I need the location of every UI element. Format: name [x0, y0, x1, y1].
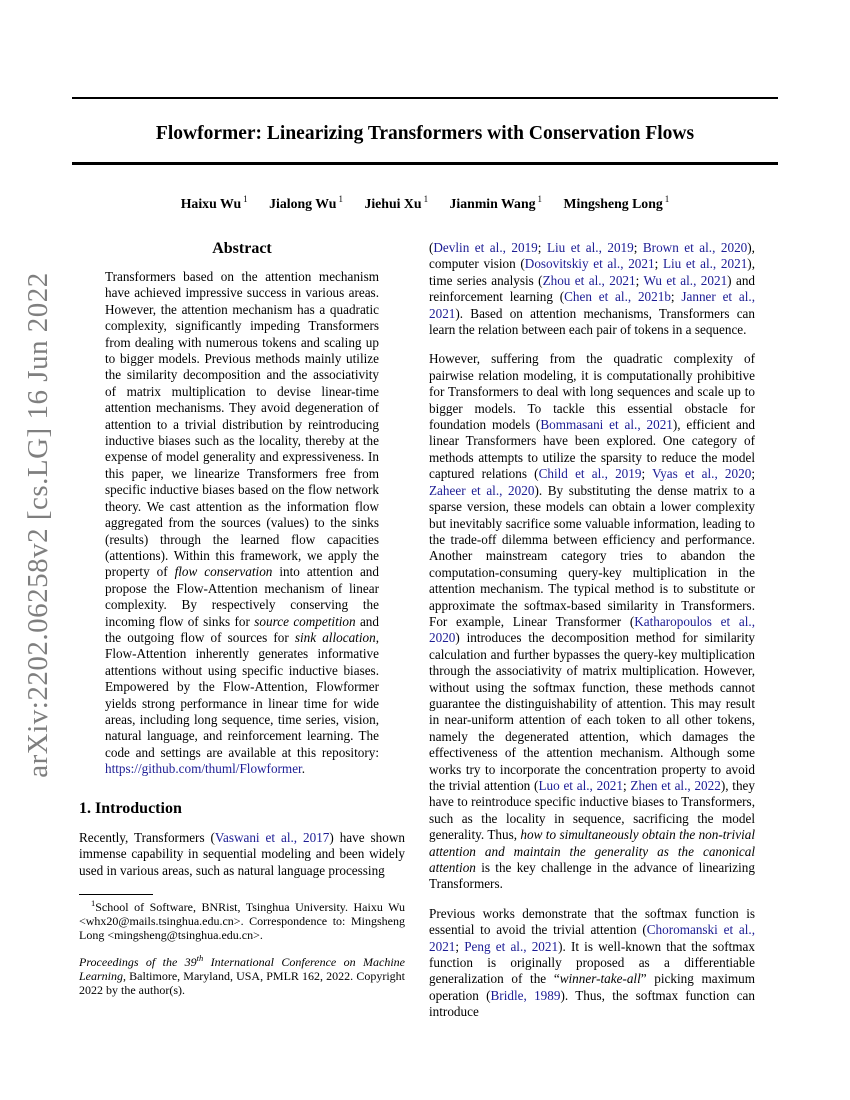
text-segment: ;: [633, 240, 643, 255]
text-segment: .: [301, 761, 306, 777]
text-segment: ) introduces the decomposition method for similarity calculation and further bypasses the query-key multiplication through the associativity of matrix multiplication. However, without using the softmax function, these methods cannot guarantee the distinguishability of attention. This may result in near-uniform attention of each token to all other tokens, namely the degenerated attention, which damages the effectiveness of the attention mechanism. Although some works try to incorporate the concentration property to avoid the trivial attention (: [429, 630, 755, 793]
arxiv-watermark: arXiv:2202.06258v2 [cs.LG] 16 Jun 2022: [22, 272, 54, 778]
text-segment: , Baltimore, Maryland, USA, PMLR 162, 2022. Copyright 2022 by the author(s).: [79, 968, 405, 998]
right-column: [429, 240, 755, 1021]
citation-link[interactable]: Chen et al., 2021b: [564, 289, 671, 305]
body-paragraph: [429, 906, 755, 1021]
section-heading-introduction: 1. Introduction: [79, 800, 182, 817]
text-segment: ). Based on attention mechanisms, Transformers can learn the relation between each pair of tokens in a sequence.: [429, 305, 755, 338]
author-affiliation-sup: 1: [664, 194, 670, 204]
text-segment: 1: [91, 898, 96, 908]
citation-link[interactable]: Zaheer et al., 2020: [429, 482, 535, 498]
abstract-heading: Abstract: [212, 240, 272, 257]
body-paragraph: [429, 351, 755, 892]
text-segment: (: [429, 240, 434, 255]
text-segment: However, suffering from the quadratic complexity of pairwise relation modeling, it is computationally prohibitive for Transformers to deal with long sequences and scale up to bigger models. To tackle this essential obstacle for foundation models (: [429, 351, 755, 433]
body-paragraph: [429, 240, 755, 338]
text-segment: Transformers based on the attention mechanism have achieved impressive success in various areas. However, the attention mechanism has a quadratic complexity, significantly impeding Transformers from dealing with numerous tokens and scaling up to bigger models. Previous methods mainly utilize the similarity decomposition and the associativity of matrix multiplication to devise linear-time attention mechanisms. They avoid degeneration of attention to a trivial distribution by reintroducing inductive biases such as the locality, thereby at the expense of model generality and expressiveness. In this paper, we linearize Transformers free from specific inductive biases based on the flow network theory. We cast attention as the information flow aggregated from the sources (values) to the sinks (results) through the learned flow capacities (attentions). Within this framework, we apply the property of: [105, 269, 379, 580]
affiliation-footnote: [79, 900, 405, 943]
text-segment: ). Thus, the softmax function can introduce: [429, 987, 755, 1020]
citation-link[interactable]: Child et al., 2019: [538, 466, 642, 482]
text-segment: International Conference on Machine Learning: [79, 954, 405, 983]
text-segment: Previous works demonstrate that the softmax function is essential to avoid the trivial attention (: [429, 905, 755, 938]
citation-link[interactable]: Wu et al., 2021: [643, 272, 728, 288]
text-segment: into attention and propose the Flow-Attention mechanism of linear complexity. By respectively conserving the incoming flow of sinks for: [105, 564, 379, 629]
citation-link[interactable]: Zhen et al., 2022: [630, 778, 721, 793]
text-segment: ) have shown immense capability in sequential modeling and been widely used in various areas, such as natural language processing: [79, 830, 405, 878]
text-segment: ), time series analysis (: [429, 256, 755, 288]
author-affiliation-sup: 1: [423, 194, 429, 204]
left-column: [79, 240, 405, 879]
author-affiliation-sup: 1: [243, 194, 248, 204]
author-name: Jianmin Wang $^1$: [449, 194, 543, 211]
author-list: [72, 194, 778, 212]
proceedings-notice: [79, 952, 405, 998]
text-segment: and the outgoing flow of sources for: [105, 613, 379, 645]
citation-link[interactable]: Zhou et al., 2021: [542, 272, 636, 288]
repository-url-link[interactable]: https://github.com/thuml/Flowformer: [105, 761, 302, 777]
text-segment: is the key challenge in the advance of linearizing Transformers.: [429, 860, 755, 892]
text-segment: ) and reinforcement learning (: [429, 272, 756, 305]
text-segment: ), efficient and linear Transformers have been explored. One category of methods attempts to utilize the sparsity to reduce the model captured relations (: [429, 417, 756, 482]
citation-link[interactable]: Dosovitskiy et al., 2021: [524, 256, 655, 272]
author-name: Jialong Wu $^1$: [269, 194, 343, 211]
citation-link[interactable]: Vyas et al., 2020: [652, 466, 752, 482]
text-segment: ” picking maximum operation (: [429, 971, 756, 1003]
text-segment: ), computer vision (: [429, 240, 755, 272]
text-segment: th: [196, 952, 204, 963]
text-segment: ;: [537, 240, 547, 255]
citation-link[interactable]: Liu et al., 2021: [662, 256, 748, 272]
footnote-block: [79, 894, 405, 997]
author-affiliation-sup: 1: [338, 194, 343, 204]
author-name: Jiehui Xu $^1$: [364, 194, 429, 211]
author-affiliation-sup: 1: [537, 194, 543, 204]
author-name: Haixu Wu $^1$: [180, 194, 248, 211]
text-segment: ;: [751, 466, 755, 482]
text-segment: ;: [455, 938, 465, 954]
text-segment: Proceedings of the 39: [79, 954, 197, 969]
citation-link[interactable]: Bommasani et al., 2021: [540, 417, 673, 433]
citation-link[interactable]: Peng et al., 2021: [464, 938, 559, 954]
citation-link[interactable]: Vaswani et al., 2017: [214, 830, 330, 845]
text-segment: ). It is well-known that the softmax function is originally proposed as a differentiable generalization of the “: [429, 938, 755, 987]
intro-paragraph: [79, 830, 405, 879]
citation-link[interactable]: Liu et al., 2019: [546, 240, 634, 255]
footnote-rule: [79, 894, 153, 895]
text-segment: ;: [635, 272, 644, 288]
title-rule: [72, 162, 778, 165]
citation-link[interactable]: Devlin et al., 2019: [433, 240, 538, 255]
text-segment: School of Software, BNRist, Tsinghua University. Haixu Wu <whx20@mails.tsinghua.edu.cn>. Correspondence to: Mingsheng Long <mingsheng@tsinghua.edu.cn>.: [79, 900, 405, 943]
citation-link[interactable]: Luo et al., 2021: [538, 778, 623, 793]
citation-link[interactable]: Choromanski et al., 2021: [429, 922, 755, 954]
text-segment: sink allocation: [294, 629, 376, 645]
text-segment: ). By substituting the dense matrix to a sparse version, these models can obtain a lower complexity but inevitably sacrifice some valuable information, leading to the trade-off dilemma between efficiency and performance. Another mainstream category tries to abandon the computation-consuming query-key multiplication in the attention mechanism. The typical method is to substitute or approximate the softmax-based similarity in Transformers. For example, Linear Transformer (: [429, 482, 755, 629]
text-segment: winner-take-all: [559, 971, 641, 987]
citation-link[interactable]: Brown et al., 2020: [642, 240, 748, 255]
text-segment: ;: [641, 466, 653, 482]
text-segment: source competition: [254, 613, 356, 629]
author-name: Mingsheng Long $^1$: [563, 194, 670, 211]
text-segment: , Flow-Attention inherently generates informative attentions without using specific inductive biases. Empowered by the Flow-Attention, Flowformer yields strong performance in linear time for wide areas, including long sequence, time series, vision, natural language, and reinforcement learning. The code and settings are available at this repository:: [105, 629, 379, 760]
text-segment: ;: [670, 289, 682, 305]
paper-title: Flowformer: Linearizing Transformers with Conservation Flows: [155, 123, 695, 144]
text-segment: ), they have to reintroduce specific inductive biases to Transformers, such as the locality in sequence, sacrificing the model generality. Thus,: [429, 778, 755, 843]
text-segment: Recently, Transformers (: [79, 830, 215, 845]
text-segment: flow conservation: [174, 564, 273, 580]
citation-link[interactable]: Janner et al., 2021: [429, 289, 755, 321]
citation-link[interactable]: Bridle, 1989: [490, 987, 561, 1003]
top-rule: [72, 97, 778, 99]
abstract-body: [79, 269, 405, 777]
text-segment: ;: [622, 778, 631, 793]
text-segment: ;: [654, 256, 663, 272]
citation-link[interactable]: Katharopoulos et al., 2020: [429, 613, 755, 646]
text-segment: how to simultaneously obtain the non-trivial attention and maintain the generality as the canonical attention: [429, 827, 755, 876]
